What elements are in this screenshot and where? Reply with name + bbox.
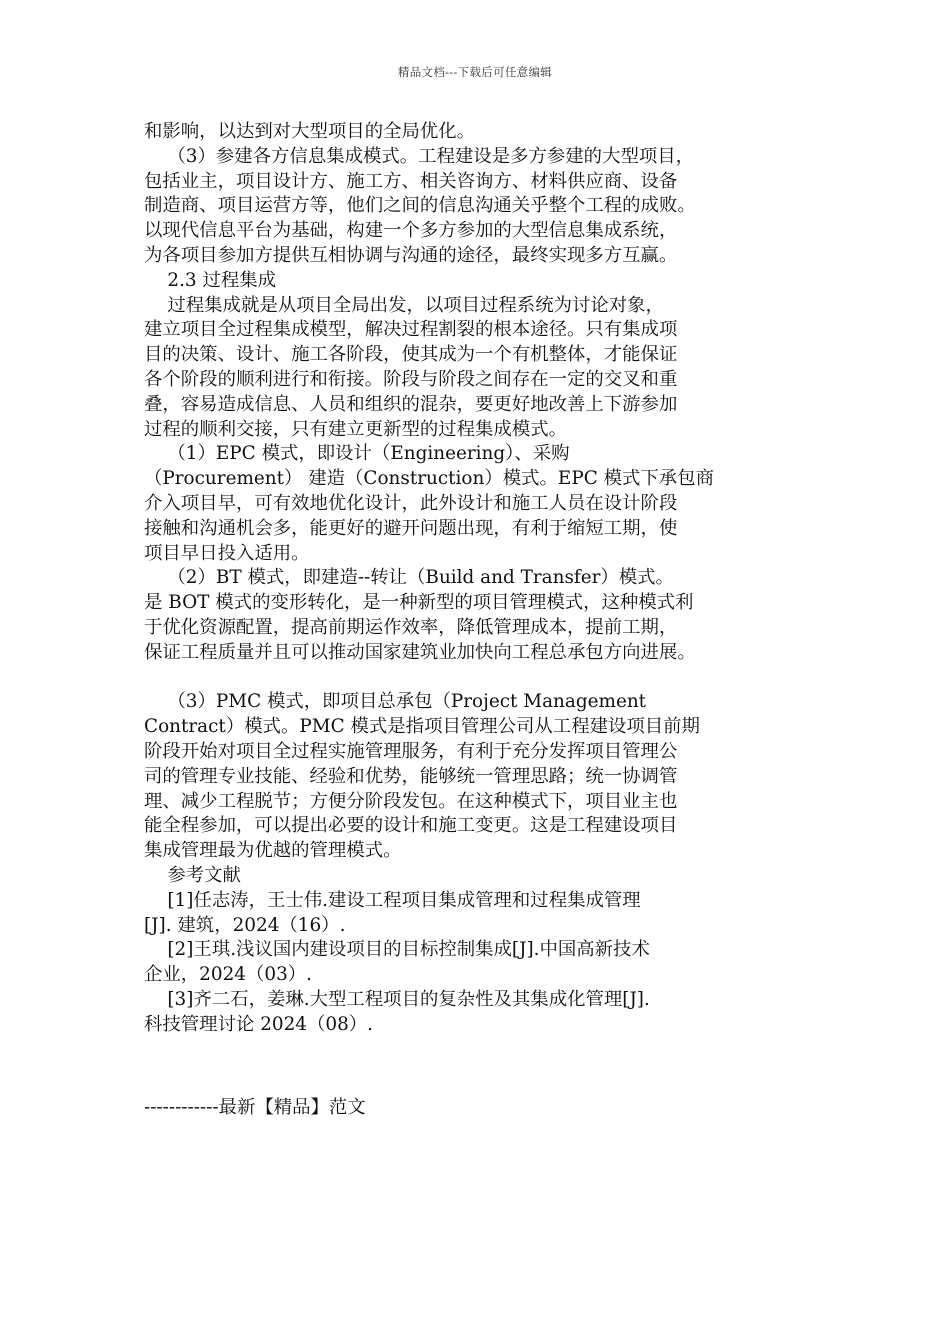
- body-line: Contract）模式。PMC 模式是指项目管理公司从工程建设项目前期: [144, 716, 700, 738]
- body-line: 为各项目参加方提供互相协调与沟通的途径，最终实现多方互赢。: [144, 244, 678, 266]
- body-line: 项目早日投入适用。: [144, 542, 310, 564]
- body-line: 制造商、项目运营方等，他们之间的信息沟通关乎整个工程的成败。: [144, 195, 696, 217]
- reference-item: [1]任志涛，王士伟.建设工程项目集成管理和过程集成管理: [144, 889, 641, 911]
- body-line: （2）BT 模式，即建造--转让（Build and Transfer）模式。: [144, 567, 674, 589]
- body-line: 叠，容易造成信息、人员和组织的混杂，要更好地改善上下游参加: [144, 393, 678, 415]
- body-line: （3）PMC 模式，即项目总承包（Project Management: [144, 691, 647, 713]
- body-line: 司的管理专业技能、经验和优势，能够统一管理思路；统一协调管: [144, 765, 678, 787]
- body-line: 过程集成就是从项目全局出发，以项目过程系统为讨论对象，: [144, 294, 664, 316]
- document-body: [144, 120, 814, 1037]
- body-line: 目的决策、设计、施工各阶段，使其成为一个有机整体，才能保证: [144, 344, 678, 366]
- body-line: 和影响，以达到对大型项目的全局优化。: [144, 121, 476, 142]
- body-line: 理、减少工程脱节；方便分阶段发包。在这种模式下，项目业主也: [144, 790, 678, 812]
- reference-item: [J]. 建筑，2024（16）.: [144, 914, 346, 936]
- body-line: 阶段开始对项目全过程实施管理服务，有利于充分发挥项目管理公: [144, 740, 678, 762]
- page-footer: ------------最新【精品】范文: [144, 1097, 366, 1118]
- body-line: 能全程参加，可以提出必要的设计和施工变更。这是工程建设项目: [144, 815, 678, 837]
- body-line: 是 BOT 模式的变形转化，是一种新型的项目管理模式，这种模式利: [144, 592, 694, 614]
- body-line: 保证工程质量并且可以推动国家建筑业加快向工程总承包方向进展。: [144, 641, 696, 663]
- reference-item: 科技管理讨论 2024（08）.: [144, 1013, 374, 1035]
- body-line: 于优化资源配置，提高前期运作效率，降低管理成本，提前工期，: [144, 616, 678, 638]
- body-line: 建立项目全过程集成模型，解决过程割裂的根本途径。只有集成项: [144, 319, 678, 341]
- reference-item: 企业，2024（03）.: [144, 964, 313, 986]
- body-line: 以现代信息平台为基础，构建一个多方参加的大型信息集成系统，: [144, 220, 678, 242]
- section-heading: 2.3 过程集成: [144, 269, 277, 291]
- blank-line: [144, 666, 814, 691]
- reference-item: [2]王琪.浅议国内建设项目的目标控制集成[J].中国高新技术: [144, 939, 650, 961]
- body-line: （1）EPC 模式，即设计（Engineering）、采购: [144, 443, 570, 465]
- page-header: 精品文档---下载后可任意编辑: [397, 65, 553, 79]
- reference-item: [3]齐二石，姜琳.大型工程项目的复杂性及其集成化管理[J].: [144, 988, 650, 1010]
- references-heading: 参考文献: [144, 864, 241, 886]
- body-line: （Procurement） 建造（Construction）模式。EPC 模式下承包商: [144, 468, 714, 490]
- body-line: 介入项目早，可有效地优化设计，此外设计和施工人员在设计阶段: [144, 492, 678, 514]
- body-line: 过程的顺利交接，只有建立更新型的过程集成模式。: [144, 418, 567, 440]
- body-line: 包括业主，项目设计方、施工方、相关咨询方、材料供应商、设备: [144, 170, 678, 192]
- body-line: （3）参建各方信息集成模式。工程建设是多方参建的大型项目，: [144, 145, 695, 167]
- body-line: 接触和沟通机会多，能更好的避开问题出现，有利于缩短工期，使: [144, 517, 678, 539]
- body-line: 各个阶段的顺利进行和衔接。阶段与阶段之间存在一定的交叉和重: [144, 368, 678, 390]
- body-line: 集成管理最为优越的管理模式。: [144, 840, 402, 862]
